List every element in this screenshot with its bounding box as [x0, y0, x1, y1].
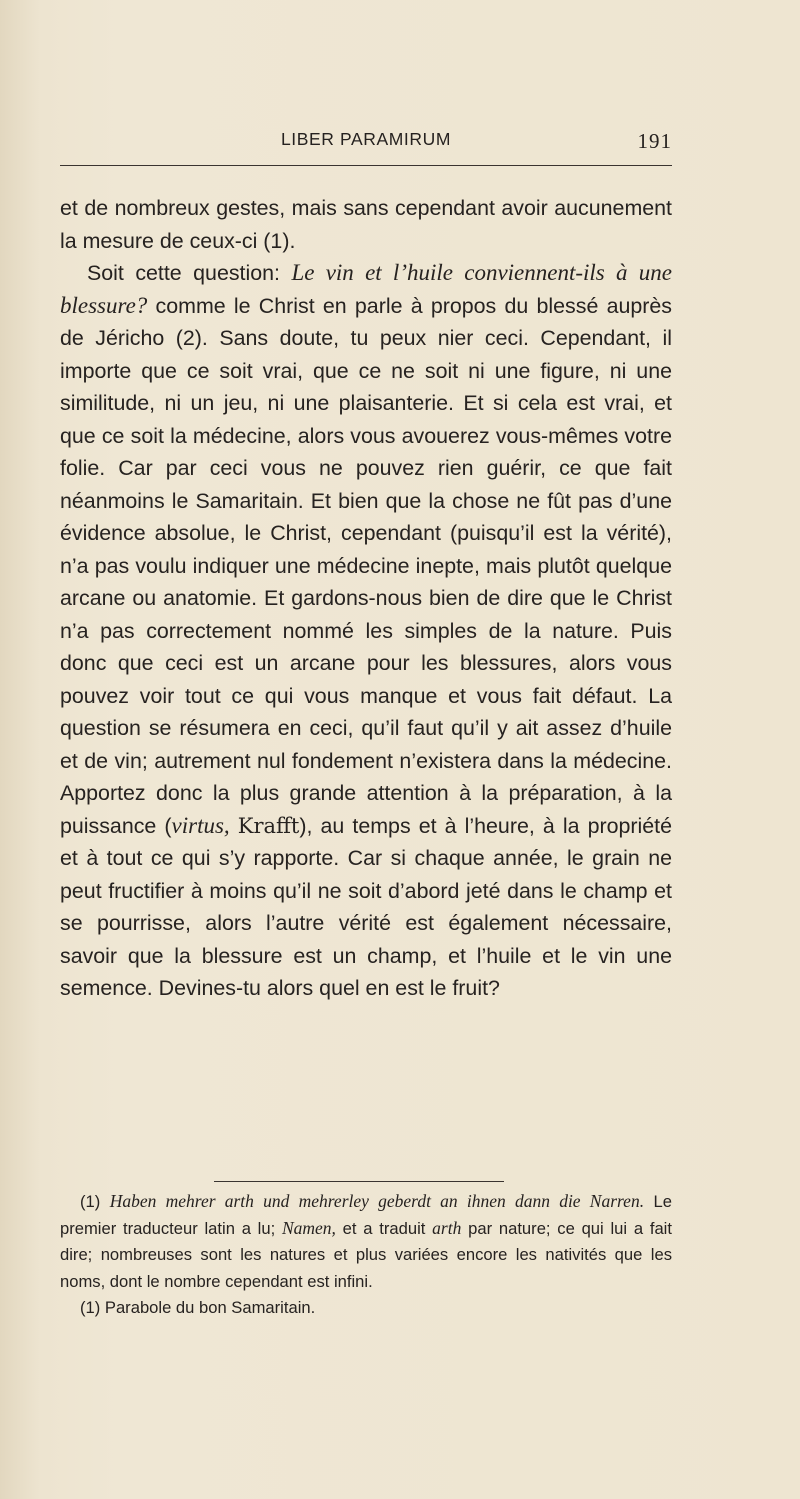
paragraph-2-lead: Soit cette question:: [87, 261, 292, 285]
footnote-1-marker: (1): [80, 1192, 110, 1211]
footnote-1-text-a: Le premier traducteur latin a lu;: [60, 1192, 672, 1239]
running-title: LIBER PARAMIRUM: [280, 129, 452, 149]
body-text: [60, 192, 672, 1005]
footnote-1: [60, 1188, 672, 1295]
running-head: [60, 129, 672, 163]
latin-term: virtus,: [171, 812, 230, 838]
footnotes: [60, 1188, 672, 1321]
header-rule: [60, 165, 672, 166]
quoted-question: Le vin et l’huile conviennent-ils à une blessure?: [60, 260, 672, 318]
footnote-1-arth: arth: [432, 1218, 462, 1239]
paragraph-1: et de nombreux gestes, mais sans cependant avoir aucunement la mesure de ceux-ci (1).: [60, 196, 672, 253]
footnote-1-quote: Haben mehrer arth und mehrerley geberdt an ihnen dann die Narren.: [109, 1191, 645, 1211]
paragraph-2-end: ), au temps et à l’heure, à la propriété et à tout ce qui s’y rapporte. Car si chaque année, le grain ne peut fructifier à moins qu’il ne soit d’abord jeté dans le champ et se pourrisse, alors l’autre vérité est également nécessaire, savoir que la blessure est un champ, et l’huile et le vin une semence. Devines-tu alors quel en est le fruit?: [60, 813, 673, 1000]
footnote-1-namen: Namen,: [281, 1218, 336, 1239]
footnote-1-text-b: et a traduit: [335, 1219, 433, 1239]
page-number: 191: [637, 129, 672, 153]
paragraph-2-body: comme le Christ en parle à propos du blessé auprès de Jéricho (2). Sans doute, tu peux nier ceci. Cependant, il importe que ce soit vrai, que ce ne soit ni une figure, ni une similitude, ni un jeu, ni une plaisanterie. Et si cela est vrai, et que ce soit la médecine, alors vous avouerez vous-mêmes votre folie. Car par ceci vous ne pouvez rien guérir, ce que fait néanmoins le Samaritain. Et bien que la chose ne fût pas d’une évidence absolue, le Christ, cependant (puisqu’il est la vérité), n’a pas voulu indiquer une médecine inepte, mais plutôt quelque arcane ou anatomie. Et gardons-nous bien de dire que le Christ n’a pas correctement nommé les simples de la nature. Puis donc que ceci est un arcane pour les blessures, alors vous pouvez voir tout ce qui vous manque et vous fait défaut. La question se résumera en ceci, qu’il faut qu’il y ait assez d’huile et de vin; autrement nul fondement n’existera dans la médecine. Apportez donc la plus grande attention à la préparation, à la puissance (: [60, 293, 672, 838]
german-term: Krafft: [237, 813, 300, 838]
paragraph-2: [60, 257, 672, 1005]
footnote-1-text-c: par nature; ce qui lui a fait dire; nombreuses sont les natures et plus variées encore les nativités que les noms, dont le nombre cependant est infini.: [60, 1219, 672, 1291]
footnote-rule: [214, 1181, 504, 1182]
footnote-2: (1) Parabole du bon Samaritain.: [80, 1297, 316, 1317]
